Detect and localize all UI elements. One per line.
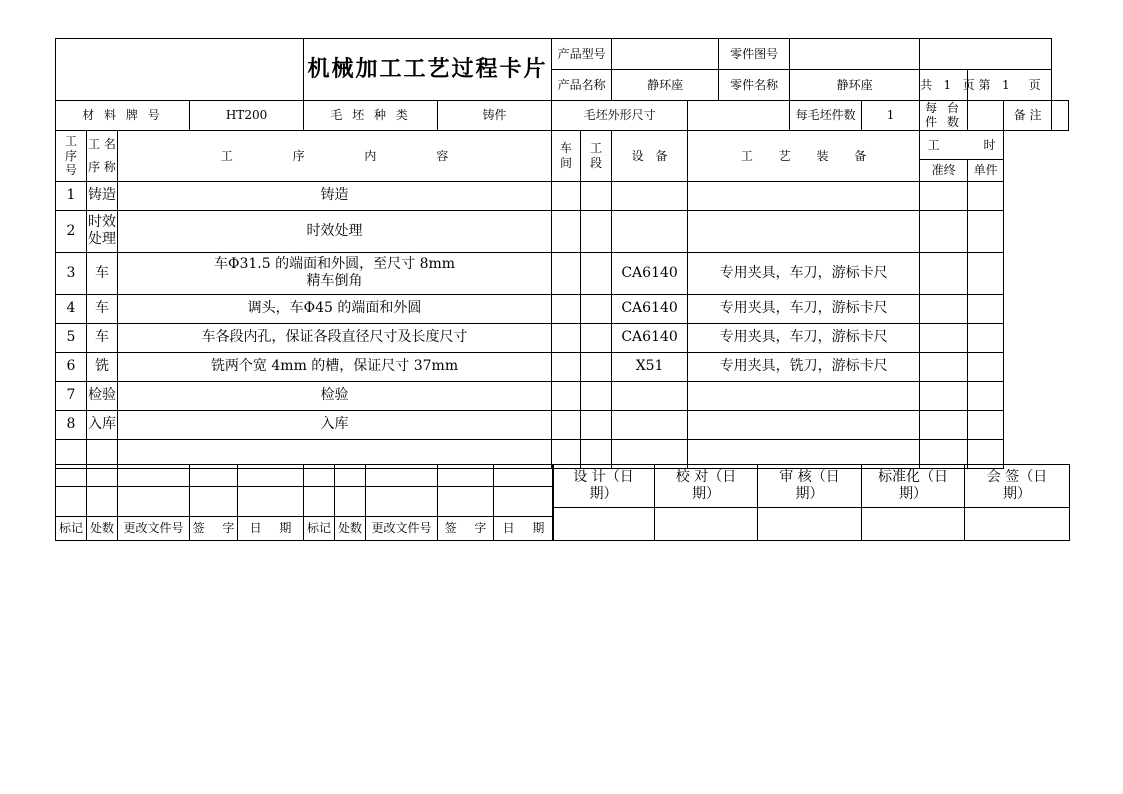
row-equipment (612, 181, 688, 210)
change-cell (238, 465, 304, 487)
approval-review: 审 核（日 期） (758, 465, 862, 508)
change-cell (190, 465, 238, 487)
row-section (581, 381, 612, 410)
row-op-name: 车 (87, 323, 118, 352)
row-prep-time (920, 181, 968, 210)
change-cell (56, 465, 87, 487)
row-section (581, 352, 612, 381)
product-model-label: 产品型号 (552, 39, 612, 70)
table-row (56, 294, 1069, 323)
row-equipment (612, 410, 688, 439)
col-op-name (87, 130, 118, 181)
table-row (56, 323, 1069, 352)
row-prep-time (920, 294, 968, 323)
col-op-name-top: 工 名 (88, 137, 116, 152)
blank-type-label: 毛 坯 种 类 (304, 101, 438, 131)
row-section (581, 210, 612, 252)
per-blank-label: 每毛坯件数 (790, 101, 862, 131)
row-workshop (552, 381, 581, 410)
change-cell (87, 487, 118, 517)
row-prep-time (920, 410, 968, 439)
row-equipment: CA6140 (612, 294, 688, 323)
row-section (581, 323, 612, 352)
col-op-no: 工 序 号 (56, 130, 87, 181)
row-tooling (688, 210, 920, 252)
row-unit-time (968, 352, 1004, 381)
row-op-name: 检验 (87, 381, 118, 410)
total-label: 共 (920, 77, 933, 92)
change-cell (438, 487, 494, 517)
current-unit: 页 (1028, 77, 1041, 92)
row-workshop (552, 252, 581, 294)
change-cell (118, 465, 190, 487)
row-op-name: 时效 处理 (87, 210, 118, 252)
approval-countersign-sign (965, 508, 1070, 541)
row-prep-time (920, 210, 968, 252)
col-workshop: 车 间 (552, 130, 581, 181)
row-no: 1 (56, 181, 87, 210)
row-unit-time (968, 381, 1004, 410)
change-cell (494, 465, 554, 487)
col-prep-time: 准终 (920, 159, 968, 181)
change-cell (366, 465, 438, 487)
current-label: 第 (978, 77, 991, 92)
footer-change-doc-label: 更改文件号 (118, 517, 190, 541)
row-op-name: 铸造 (87, 181, 118, 210)
approval-proofread: 校 对（日 期） (655, 465, 758, 508)
row-op-name: 入库 (87, 410, 118, 439)
row-workshop (552, 323, 581, 352)
footer-date-label-2: 日 期 (494, 517, 554, 541)
col-time: 工 时 (920, 130, 1004, 159)
header-blank-cell (920, 39, 1052, 70)
row-no: 2 (56, 210, 87, 252)
row-unit-time (968, 210, 1004, 252)
row-tooling: 专用夹具，车刀，游标卡尺 (688, 252, 920, 294)
per-unit-value (968, 101, 1004, 131)
col-content: 工 序 内 容 (118, 130, 552, 181)
change-cell (238, 487, 304, 517)
row-workshop (552, 294, 581, 323)
approval-standardize-sign (862, 508, 965, 541)
per-unit-label: 每 台 件 数 (920, 101, 968, 131)
product-name-value: 静环座 (612, 70, 719, 101)
change-cell (190, 487, 238, 517)
row-no: 8 (56, 410, 87, 439)
row-section (581, 252, 612, 294)
page-title: 机械加工工艺过程卡片 (304, 39, 552, 101)
approval-design: 设 计（日 期） (553, 465, 655, 508)
row-prep-time (920, 352, 968, 381)
col-section: 工 段 (581, 130, 612, 181)
row-content: 时效处理 (118, 210, 552, 252)
footer-count-label: 处数 (87, 517, 118, 541)
row-equipment: CA6140 (612, 323, 688, 352)
row-workshop (552, 352, 581, 381)
col-unit-time: 单件 (968, 159, 1004, 181)
page-current (968, 70, 1052, 101)
row-equipment (612, 210, 688, 252)
footer-date-label: 日 期 (238, 517, 304, 541)
col-op-name-bottom: 序 称 (88, 159, 116, 174)
table-row (56, 210, 1069, 252)
blank-size-label: 毛坯外形尺寸 (552, 101, 688, 131)
part-drawing-label: 零件图号 (719, 39, 790, 70)
change-cell (87, 465, 118, 487)
row-prep-time (920, 252, 968, 294)
row-op-name: 车 (87, 252, 118, 294)
change-cell (304, 487, 335, 517)
row-equipment: X51 (612, 352, 688, 381)
row-prep-time (920, 381, 968, 410)
row-unit-time (968, 252, 1004, 294)
col-equipment: 设 备 (612, 130, 688, 181)
change-cell (335, 487, 366, 517)
row-content: 车Φ31.5 的端面和外圆，至尺寸 8mm 精车倒角 (118, 252, 552, 294)
total-unit: 页 (962, 77, 975, 92)
row-content: 铸造 (118, 181, 552, 210)
part-drawing-value (790, 39, 920, 70)
row-tooling (688, 381, 920, 410)
row-unit-time (968, 410, 1004, 439)
row-content: 检验 (118, 381, 552, 410)
row-equipment (612, 381, 688, 410)
table-row (56, 381, 1069, 410)
row-workshop (552, 410, 581, 439)
total-value: 1 (943, 77, 952, 92)
product-model-value (612, 39, 719, 70)
change-record-table (55, 464, 554, 541)
row-section (581, 181, 612, 210)
change-cell (438, 465, 494, 487)
change-cell (494, 487, 554, 517)
part-name-value: 静环座 (790, 70, 920, 101)
row-section (581, 410, 612, 439)
row-content: 入库 (118, 410, 552, 439)
row-prep-time (920, 323, 968, 352)
row-no: 6 (56, 352, 87, 381)
row-tooling (688, 410, 920, 439)
footer-count-label-2: 处数 (335, 517, 366, 541)
approval-review-sign (758, 508, 862, 541)
row-no: 7 (56, 381, 87, 410)
table-row (56, 252, 1069, 294)
page-total (920, 70, 975, 101)
row-content: 车各段内孔，保证各段直径尺寸及长度尺寸 (118, 323, 552, 352)
approval-standardize: 标准化（日 期） (862, 465, 965, 508)
current-value: 1 (1001, 77, 1010, 92)
footer-signature-label: 签 字 (190, 517, 238, 541)
change-cell (118, 487, 190, 517)
row-content: 铣两个宽 4mm 的槽，保证尺寸 37mm (118, 352, 552, 381)
table-row (56, 352, 1069, 381)
approval-proofread-sign (655, 508, 758, 541)
approval-countersign: 会 签（日 期） (965, 465, 1070, 508)
row-unit-time (968, 181, 1004, 210)
row-unit-time (968, 323, 1004, 352)
part-name-label: 零件名称 (719, 70, 790, 101)
logo-cell (56, 39, 304, 101)
remark-value (1052, 101, 1069, 131)
row-no: 4 (56, 294, 87, 323)
remark-label: 备 注 (1004, 101, 1052, 131)
row-no: 5 (56, 323, 87, 352)
row-op-name: 铣 (87, 352, 118, 381)
product-name-label: 产品名称 (552, 70, 612, 101)
change-cell (304, 465, 335, 487)
table-row (56, 181, 1069, 210)
row-equipment: CA6140 (612, 252, 688, 294)
row-content: 调头，车Φ45 的端面和外圆 (118, 294, 552, 323)
per-blank-value: 1 (862, 101, 920, 131)
row-no: 3 (56, 252, 87, 294)
footer-mark-label: 标记 (56, 517, 87, 541)
row-tooling: 专用夹具，铣刀，游标卡尺 (688, 352, 920, 381)
blank-size-value (688, 101, 790, 131)
change-cell (366, 487, 438, 517)
change-cell (335, 465, 366, 487)
row-tooling: 专用夹具，车刀，游标卡尺 (688, 323, 920, 352)
blank-type-value: 铸件 (438, 101, 552, 131)
footer-mark-label-2: 标记 (304, 517, 335, 541)
col-tooling: 工 艺 装 备 (688, 130, 920, 181)
footer-change-doc-label-2: 更改文件号 (366, 517, 438, 541)
approval-design-sign (553, 508, 655, 541)
process-card (55, 38, 1069, 469)
row-unit-time (968, 294, 1004, 323)
approval-table (552, 464, 1070, 541)
row-tooling (688, 181, 920, 210)
row-op-name: 车 (87, 294, 118, 323)
table-row (56, 410, 1069, 439)
material-value: HT200 (190, 101, 304, 131)
change-cell (56, 487, 87, 517)
footer-signature-label-2: 签 字 (438, 517, 494, 541)
row-section (581, 294, 612, 323)
row-workshop (552, 181, 581, 210)
row-tooling: 专用夹具，车刀，游标卡尺 (688, 294, 920, 323)
row-workshop (552, 210, 581, 252)
material-label: 材 料 牌 号 (56, 101, 190, 131)
